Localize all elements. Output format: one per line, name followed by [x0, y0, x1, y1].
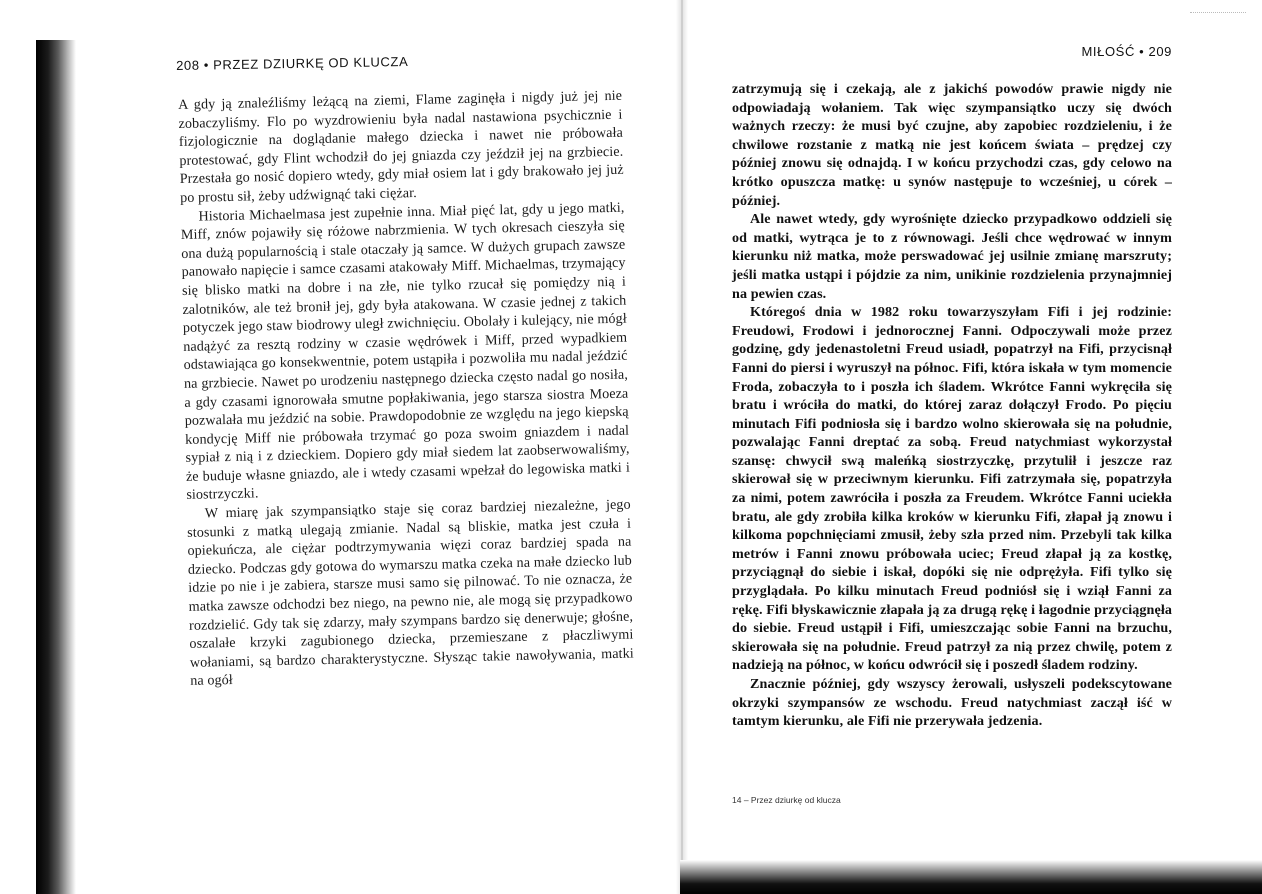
right-page-body — [732, 80, 1172, 731]
right-page — [688, 0, 1262, 894]
paragraph: W miarę jak szympansiątko staje się coraz bardziej niezależne, jego stosunki z matką ulegają zmianie. Nadal są bliskie, matka jest czuła i opiekuńcza, ale ciężar podtrzymywania więzi coraz bardziej spada na dziecko. Podczas gdy gotowa do wymarszu matka czeka na małe dziecko lub idzie po nie i je zabiera, starsze musi samo się pilnować. To nie oznacza, że matka zawsze odchodzi bez niego, na pewno nie, ale mogą się przypadkowo rozdzielić. Gdy tak się zdarzy, mały szympans bardzo się denerwuje; głośne, oszalałe krzyki zagubionego dziecka, przemieszane z płaczliwymi wołaniami, są bardzo charakterystyczne. Słysząc takie nawoływania, matki na ogół — [186, 496, 634, 690]
left-page — [80, 0, 676, 894]
paragraph: Znacznie później, gdy wszyscy żerowali, usłyszeli podekscytowane okrzyki szympansów ze wschodu. Freud natychmiast zaczął iść w tamtym kierunku, ale Fifi nie przerywała jedzenia. — [732, 676, 1172, 730]
paragraph: A gdy ją znaleźliśmy leżącą na ziemi, Flame zaginęła i nigdy już jej nie zobaczyliśmy. Flo po wyzdrowieniu była nadal nastawiona psychicznie i fizjologicznie na doglądanie małego dziecka i nawet nie próbowała protestować, gdy Flint wchodził do jej gniazda czy jeździł jej na grzbiecie. Przestała go nosić dopiero wtedy, gdy miał osiem lat i gdy brakowało jej już po prostu sił, żeby udźwignąć taki ciężar. — [178, 87, 624, 206]
paragraph: zatrzymują się i czekają, ale z jakichś powodów prawie nigdy nie odpowiadają wołaniem. Tak więc szympansiątko uczy się dwóch ważnych rzeczy: że musi być czujne, aby zapobiec rozdzieleniu, i że chwilowe rozstanie z matką nie jest końcem świata – prędzej czy później znowu się odnajdą. I w końcu przychodzi czas, gdy celowo na krótko opuszcza matkę: u synów następuje to wcześniej, u córek – później. — [732, 81, 1172, 209]
page-footer-note: 14 – Przez dziurkę od klucza — [732, 795, 841, 805]
spine-edge — [36, 40, 76, 894]
left-page-header: 208 • PRZEZ DZIURKĘ OD KLUCZA — [176, 53, 409, 73]
paragraph: Historia Michaelmasa jest zupełnie inna. Miał pięć lat, gdy u jego matki, Miff, znów pojawiły się różowe nabrzmienia. W tych okresach cieszyła się ona dużą popularnością i stale otaczały ją samce. W dużych grupach zawsze panowało napięcie i samce czasami atakowały Miff. Michaelmas, trzymający się blisko matki na dobre i na złe, nie tylko rzucał się pomiędzy nią i zalotników, ale też bronił jej, gdy była atakowana. W czasie jednej z takich potyczek jego staw biodrowy uległ zwichnięciu. Obolały i kulejący, nie mógł nadążyć za resztą rodziny w czasie wędrówek i Miff, przed wypadkiem odstawiająca go konsekwentnie, potem ustąpiła i pozwoliła mu nadal jeździć na grzbiecie. Nawet po urodzeniu następnego dziecka często nadal go nosiła, a gdy czasami ignorowała smutne popłakiwania, jego starsza siostra Moeza pozwalała mu jeździć na sobie. Prawdopodobnie ze względu na jego kiepską kondycję Miff nie próbowała trzymać go poza swoim gniazdem i nadal sypiał z nią i z dzieckiem. Dopiero gdy miał siedem lat zaobserwowaliśmy, że buduje własne gniazdo, ale i wtedy czasami wpełzał do legowiska matki i siostrzyczki. — [180, 199, 631, 504]
paragraph: Któregoś dnia w 1982 roku towarzyszyłam Fifi i jej rodzinie: Freudowi, Frodowi i jednorocznej Fanni. Odpoczywali może przez godzinę, gdy jedenastoletni Freud usiadł, popatrzył na Fifi, przycisnął Fanni do piersi i wyruszył na północ. Fifi, która iskała w tym momencie Froda, zobaczyła to i poszła ich śladem. Wkrótce Fanni wykręciła się bratu i wróciła do matki, do której zaraz dołączył Frodo. Po pięciu minutach Fifi podniosła się i bardzo wolno skierowała się na południe, pozwalając Fanni dreptać za sobą. Freud natychmiast wykorzystał szansę: chwycił swą maleńką siostrzyczkę, przytulił i jeszcze raz skierował się w przeciwnym kierunku. Fifi zatrzymała się, popatrzyła za nimi, potem zawróciła i poszła za Freudem. Wkrótce Fanni uciekła bratu, ale gdy zrobiła kilka kroków w kierunku Fifi, złapał ją znowu i kilkoma popchnięciami zmusił, żeby szła przed nim. Przebyli tak kilka metrów i Fanni znowu próbowała uciec; Freud złapał ją za kostkę, przyciągnął do siebie i iskał, dopóki się nie odprężyła. Fifi tylko się przyglądała. Po kilku minutach Freud podniósł się i wziął Fanni za rękę. Fifi błyskawicznie złapała ją za drugą rękę i łagodnie przyciągnęła do siebie. Freud ustąpił i Fifi, umieszczając sobie Fanni na brzuchu, skierowała się na południe. Freud patrzył za nią przez chwilę, potem z nadzieją na północ, w końcu odwrócił się i poszedł śladem rodziny. — [732, 304, 1172, 674]
paragraph: Ale nawet wtedy, gdy wyrośnięte dziecko przypadkowo oddzieli się od matki, wytrąca je to z równowagi. Jeśli chce wędrować w innym kierunku niż matka, może perswadować jej usilnie zmianę marszruty; jeśli matka ustąpi i pójdzie za nim, unikinie rozdzielenia przynajmniej na pewien czas. — [732, 211, 1172, 302]
right-page-header: MIŁOŚĆ • 209 — [1081, 44, 1172, 59]
book-spine-shadow — [0, 0, 42, 894]
book-gutter — [676, 0, 688, 894]
left-page-body — [178, 87, 634, 691]
